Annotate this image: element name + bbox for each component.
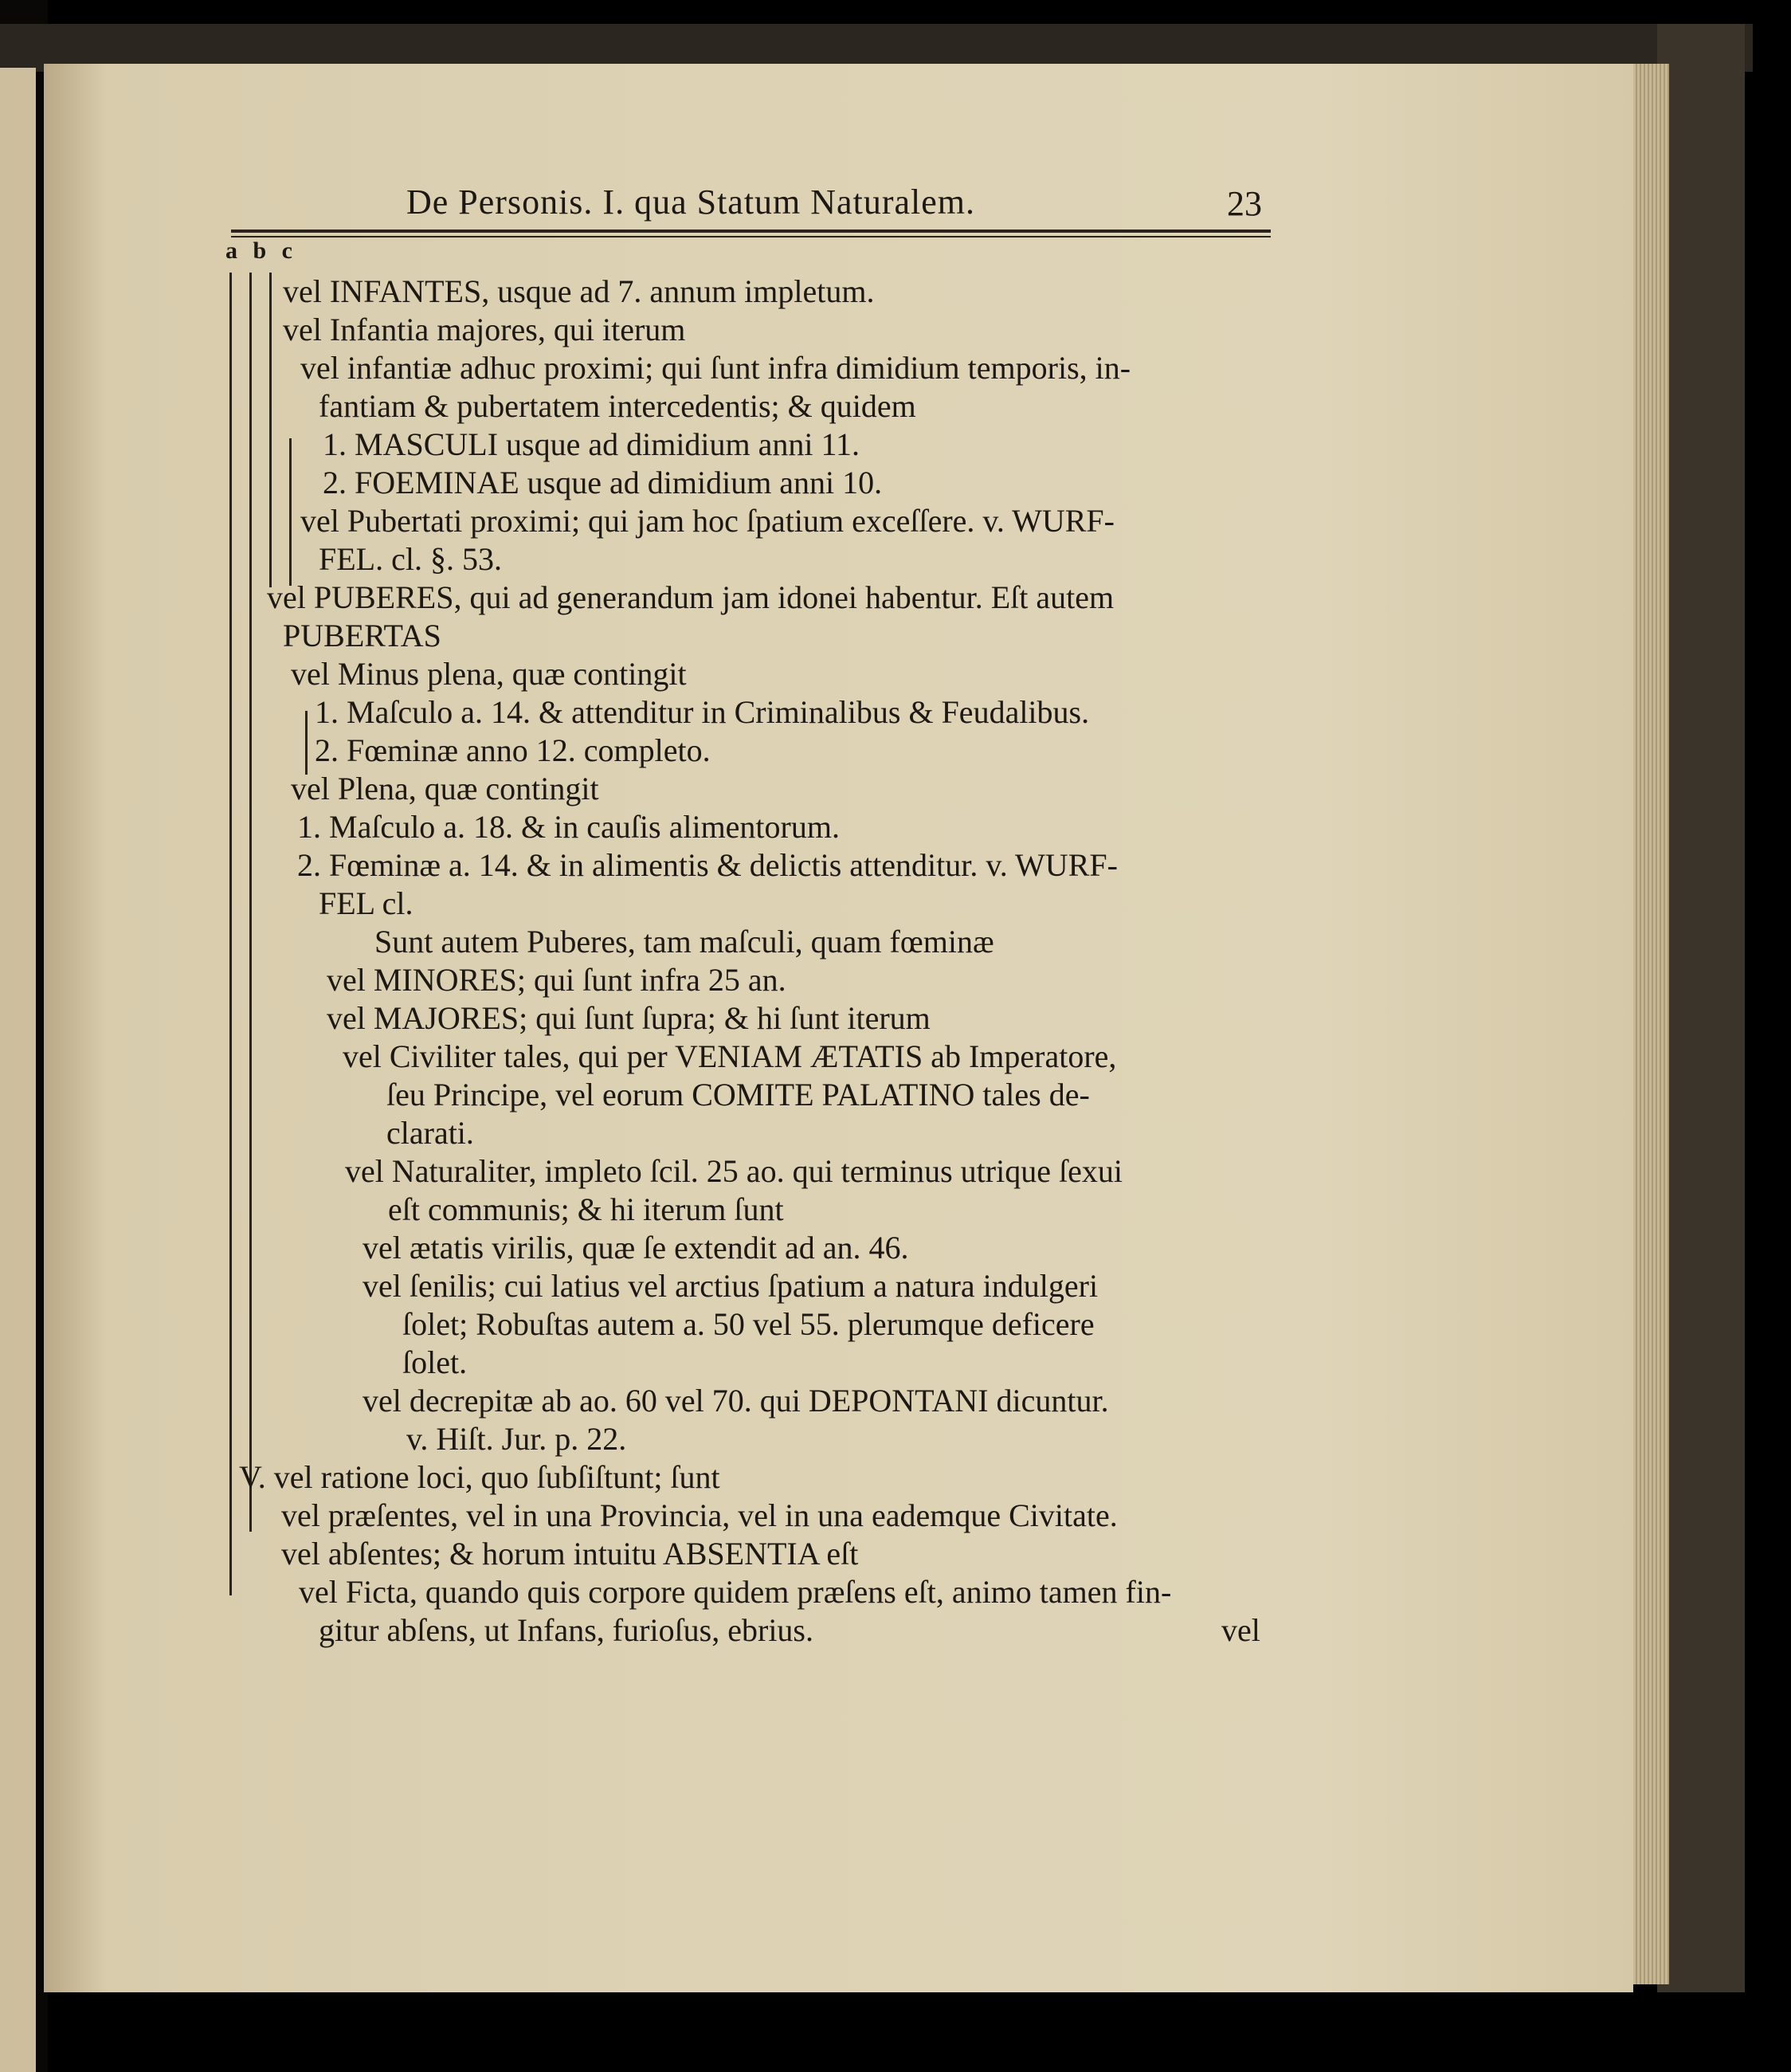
text-line: vel infantiæ adhuc proximi; qui ſunt infra dimidium temporis, in- bbox=[300, 350, 1131, 386]
text-line: vel MAJORES; qui ſunt ſupra; & hi ſunt iterum bbox=[327, 1000, 931, 1036]
text-line: FEL cl. bbox=[319, 885, 413, 921]
text-line: gitur abſens, ut Infans, furioſus, ebrius. bbox=[319, 1612, 813, 1648]
text-line: PUBERTAS bbox=[283, 618, 441, 653]
text-line: vel MINORES; qui ſunt infra 25 an. bbox=[327, 962, 786, 998]
text-line: vel Pubertati proximi; qui jam hoc ſpatium exceſſere. v. WURF- bbox=[300, 503, 1115, 539]
text-line: vel Ficta, quando quis corpore quidem præſens eſt, animo tamen fin- bbox=[299, 1574, 1172, 1610]
text-line: vel abſentes; & horum intuitu ABSENTIA eſt bbox=[281, 1536, 859, 1572]
text-line: V. vel ratione loci, quo ſubſiſtunt; ſunt bbox=[239, 1459, 720, 1495]
text-line: vel Minus plena, quæ contingit bbox=[291, 656, 687, 692]
text-line: eſt communis; & hi iterum ſunt bbox=[388, 1191, 784, 1227]
text-line: ſolet; Robuſtas autem a. 50 vel 55. plerumque deficere bbox=[402, 1306, 1095, 1342]
text-line: vel INFANTES, usque ad 7. annum impletum. bbox=[283, 273, 875, 309]
text-line: vel Infantia majores, qui iterum bbox=[283, 312, 686, 347]
text-line: vel ætatis virilis, quæ ſe extendit ad an. 46. bbox=[363, 1230, 909, 1266]
column-labels: a b c bbox=[225, 237, 297, 264]
text-line: vel Civiliter tales, qui per VENIAM ÆTATIS ab Imperatore, bbox=[343, 1038, 1117, 1074]
text-line: vel bbox=[1221, 1612, 1260, 1648]
text-line: 2. Fœminæ a. 14. & in alimentis & delictis attenditur. v. WURF- bbox=[297, 847, 1118, 883]
text-line: ſolet. bbox=[402, 1344, 468, 1380]
page-number: 23 bbox=[1227, 184, 1262, 223]
text-line: vel Plena, quæ contingit bbox=[291, 771, 599, 806]
text-line: vel PUBERES, qui ad generandum jam idonei habentur. Eſt autem bbox=[267, 579, 1115, 615]
text-line: 2. FOEMINAE usque ad dimidium anni 10. bbox=[323, 465, 883, 500]
text-line: clarati. bbox=[386, 1115, 474, 1151]
header-rule-thin bbox=[231, 236, 1271, 237]
facing-page bbox=[0, 68, 36, 2072]
text-line: 1. MASCULI usque ad dimidium anni 11. bbox=[323, 426, 860, 462]
running-header: De Personis. I. qua Statum Naturalem. bbox=[406, 182, 975, 222]
text-line: 1. Maſculo a. 14. & attenditur in Criminalibus & Feudalibus. bbox=[315, 694, 1090, 730]
text-line: vel ſenilis; cui latius vel arctius ſpatium a natura indulgeri bbox=[363, 1268, 1099, 1304]
bracket-bar-d bbox=[289, 438, 292, 586]
text-line: v. Hiſt. Jur. p. 22. bbox=[406, 1421, 627, 1457]
text-line: fantiam & pubertatem intercedentis; & quidem bbox=[319, 388, 916, 424]
text-line: FEL. cl. §. 53. bbox=[319, 541, 502, 577]
book-cover-right bbox=[1657, 24, 1745, 1992]
bracket-bar-c bbox=[269, 273, 272, 587]
bracket-bar-e bbox=[305, 711, 308, 775]
header-rule bbox=[231, 230, 1271, 233]
text-line: vel præſentes, vel in una Provincia, vel in una eademque Civitate. bbox=[281, 1497, 1118, 1533]
book-page bbox=[44, 64, 1633, 1992]
text-line: 1. Maſculo a. 18. & in cauſis alimentorum. bbox=[297, 809, 840, 845]
text-line: 2. Fœminæ anno 12. completo. bbox=[315, 732, 711, 768]
bracket-bar-b bbox=[249, 273, 252, 1532]
text-line: vel decrepitæ ab ao. 60 vel 70. qui DEPONTANI dicuntur. bbox=[363, 1383, 1109, 1419]
bracket-bar-a bbox=[229, 273, 232, 1595]
text-line: Sunt autem Puberes, tam maſculi, quam fœminæ bbox=[374, 924, 994, 959]
text-line: ſeu Principe, vel eorum COMITE PALATINO tales de- bbox=[386, 1077, 1090, 1113]
text-line: vel Naturaliter, impleto ſcil. 25 ao. qui terminus utrique ſexui bbox=[345, 1153, 1123, 1189]
